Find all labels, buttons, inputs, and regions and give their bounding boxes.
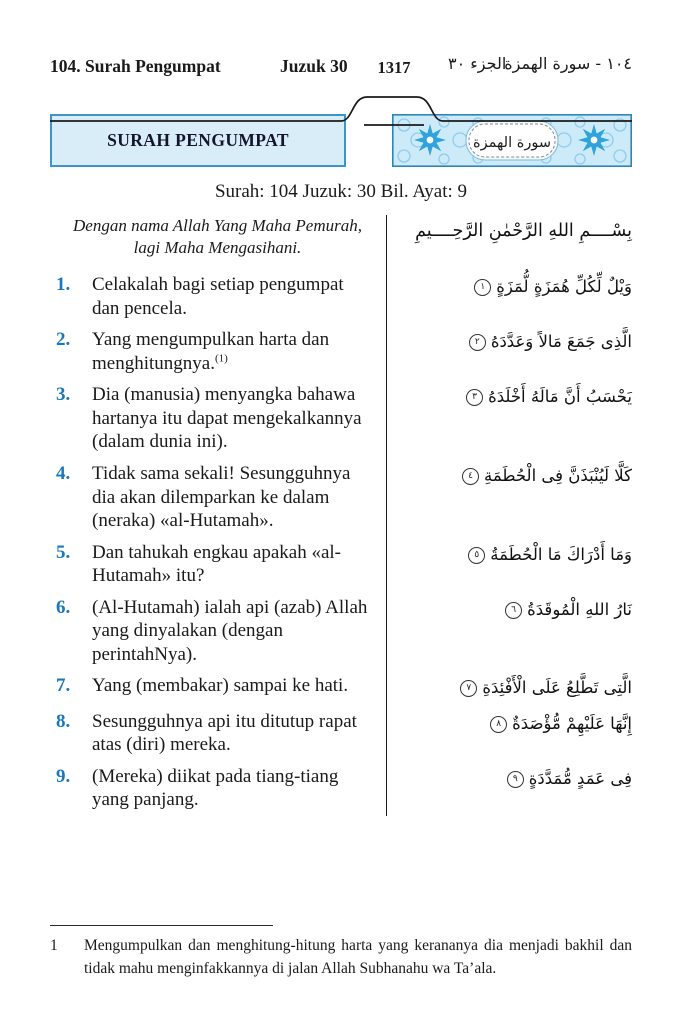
verse-number: 8. [56,710,71,732]
page-header [50,48,632,82]
verse-row-6 [50,596,632,667]
surah-ref-arabic-label: ١٠٤ - سورة الهمزة [504,54,632,73]
juz-arabic-label: الجزء ٣٠ [448,54,507,73]
verse-translation: (Mereka) diikat pada tiang-tiang yang panjang. [92,765,339,811]
footnote-marker: (1) [214,352,228,365]
ayah-number-medallion: ١ [474,279,491,296]
verse-arabic: الَّذِى جَمَعَ مَالاً وَعَدَّدَهُ [490,332,632,352]
verse-translation: Dan tahukah engkau apakah «al-Hutamah» itu? [92,541,342,587]
ayah-number-medallion: ٣ [466,389,483,406]
verse-row-5 [50,541,632,588]
footnote-number: 1 [50,937,58,955]
verse-number: 3. [56,384,71,406]
footnote [50,935,632,980]
verse-arabic: نَارُ اللهِ الْمُوقَدَةُ [527,599,632,619]
footnote-rule [50,925,273,926]
verse-number: 9. [56,765,71,787]
bismillah-translation: Dengan nama Allah Yang Maha Pemurah, lagi Maha Mengasihani. [73,216,362,258]
verse-translation: (Al-Hutamah) ialah api (azab) Allah yang dinyalakan (dengan perintahNya). [92,596,368,665]
verse-number: 4. [56,463,71,485]
column-divider [386,215,387,816]
verse-row-8 [50,710,632,757]
verse-row-4 [50,462,632,533]
verse-row-7 [50,674,632,701]
ayah-number-medallion: ٦ [505,602,522,619]
header-rule [50,92,632,128]
ayah-number-medallion: ٢ [469,334,486,351]
verse-number: 2. [56,329,71,351]
ayah-number-medallion: ٨ [490,716,507,733]
bismillah-arabic: بِسْــــمِ اللهِ الرَّحْمٰنِ الرَّحِــــيمِ [415,221,632,241]
bismillah-row [50,213,632,265]
verse-arabic: يَحْسَبُ أَنَّ مَالَهُ أَخْلَدَهُ [488,387,632,407]
running-title: 104. Surah Pengumpat [50,56,221,76]
verse-row-2 [50,328,632,375]
juzuk-label: Juzuk 30 [280,56,348,76]
surah-title-label: SURAH PENGUMPAT [107,130,289,150]
verse-arabic: فِى عَمَدٍ مُّمَدَّدَةٍ [528,768,632,788]
verse-number: 7. [56,675,71,697]
verse-translation: Yang (membakar) sampai ke hati. [92,675,349,697]
page-number: 1317 [377,58,411,77]
verse-row-9 [50,765,632,812]
verse-arabic: كَلَّا لَيُنْبَذَنَّ فِى الْحُطَمَةِ [483,466,632,486]
ayah-number-medallion: ٩ [507,771,524,788]
verse-translation: Yang mengumpulkan harta dan menghitungnya. [92,329,330,374]
ayah-number-medallion: ٥ [468,547,485,564]
verse-number: 5. [56,541,71,563]
verse-arabic: إِنَّهَا عَلَيْهِمْ مُّؤْصَدَةٌ [512,713,632,733]
surah-meta-line: Surah: 104 Juzuk: 30 Bil. Ayat: 9 [214,181,468,202]
verse-translation: Dia (manusia) menyangka bahawa hartanya itu dapat mengekalkannya (dalam dunia ini). [92,384,362,453]
verse-number: 6. [56,596,71,618]
verses-content [50,213,632,820]
surah-name-arabic: سورة الهمزة [473,135,551,151]
ayah-number-medallion: ٧ [460,680,477,697]
ayah-number-medallion: ٤ [462,468,479,485]
page-footer [50,925,632,980]
verse-arabic: الَّتِى تَطَّلِعُ عَلَى الْأَفْئِدَةِ [482,678,632,698]
verse-row-1 [50,273,632,320]
verse-number: 1. [56,274,71,296]
verse-translation: Tidak sama sekali! Sesungguhnya dia akan dilemparkan ke dalam (neraka) «al-Hutamah». [92,463,351,532]
verse-arabic: وَمَا أَدْرَاكَ مَا الْحُطَمَةُ [490,544,632,564]
verse-arabic: وَيْلٌ لِّكُلِّ هُمَزَةٍ لُّمَزَةٍ [496,277,632,297]
footnote-text: Mengumpulkan dan menghitung-hitung harta yang kerananya dia menjadi bakhil dan tidak mahu menginfakkannya di jalan Allah Subhanahu wa Ta’ala. [84,937,632,977]
verse-translation: Celakalah bagi setiap pengumpat dan pencela. [92,274,344,319]
verse-row-3 [50,383,632,454]
verse-translation: Sesungguhnya api itu ditutup rapat atas (diri) mereka. [92,710,357,756]
